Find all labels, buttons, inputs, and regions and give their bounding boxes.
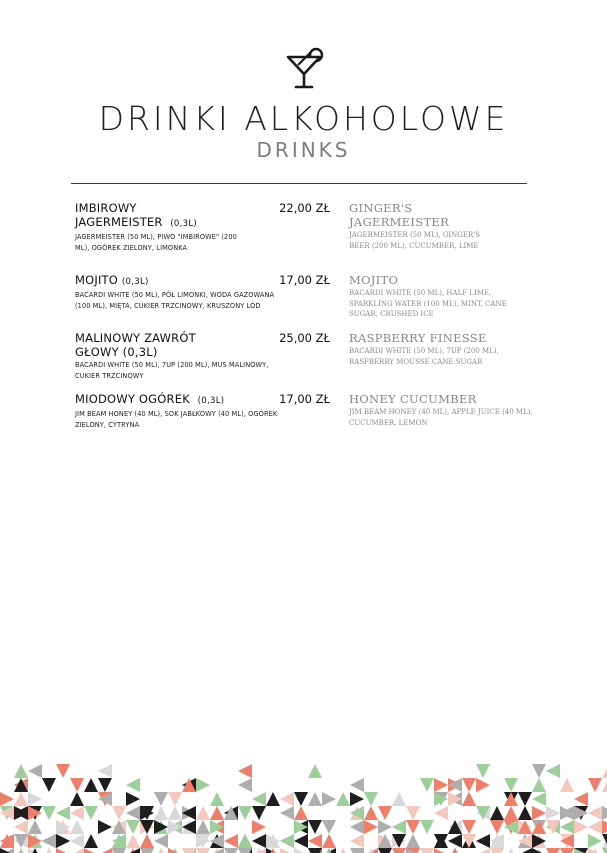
- pattern-triangle: [392, 848, 406, 853]
- drink-description: JIM BEAM HONEY (40 ML), SOK JABŁKOWY (40 ML), OGÓREK ZIELONY, CYTRYNA: [75, 410, 278, 429]
- pattern-triangle: [84, 806, 98, 820]
- pattern-triangle: [154, 792, 168, 806]
- pattern-triangle: [140, 834, 154, 848]
- pattern-triangle: [406, 820, 420, 834]
- cocktail-glass-icon: [284, 46, 326, 90]
- triangle-pattern-decoration: [0, 764, 607, 853]
- drink-name: [75, 392, 265, 408]
- pattern-triangle: [574, 820, 588, 834]
- drink-name-english: GINGER'S JAGERMEISTER: [349, 201, 450, 229]
- pattern-triangle: [112, 806, 126, 820]
- pattern-triangle: [448, 834, 462, 848]
- pattern-triangle: [238, 834, 252, 848]
- drink-description: BACARDI WHITE (50 ML), 7UP (200 ML), MUS MALINOWY, CUKIER TRZCINOWY: [75, 361, 269, 380]
- drink-description-english: BACARDI WHITE (50 ML), HALF LIME, SPARKLING WATER (100 ML), MINT, CANE SUGAR, CRUSHED ICE: [349, 289, 507, 319]
- drink-name: [75, 273, 265, 289]
- pattern-triangle: [378, 806, 392, 820]
- pattern-triangle: [476, 764, 490, 778]
- drink-description: BACARDI WHITE (50 ML), PÓŁ LIMONKI, WODA GAZOWANA (100 ML), MIĘTA, CUKIER TRZCINOWY, KRUSZONY LÓD: [75, 291, 275, 310]
- pattern-triangle: [42, 834, 56, 848]
- pattern-triangle: [126, 820, 140, 834]
- pattern-triangle: [364, 792, 378, 806]
- pattern-triangle: [308, 834, 322, 848]
- menu-item: [75, 273, 330, 311]
- pattern-triangle: [448, 848, 462, 853]
- pattern-triangle: [308, 792, 322, 806]
- drink-price: 17,00 ZŁ: [279, 273, 330, 287]
- drink-volume: (0,3L): [197, 396, 225, 406]
- pattern-triangle: [280, 834, 294, 848]
- pattern-triangle: [504, 778, 518, 792]
- pattern-triangle: [196, 820, 210, 834]
- pattern-triangle: [252, 820, 266, 834]
- pattern-triangle: [98, 764, 112, 778]
- pattern-triangle: [126, 778, 140, 792]
- pattern-triangle: [434, 848, 448, 853]
- drink-name-line: MALINOWY ZAWRÓT: [75, 331, 196, 345]
- pattern-triangle: [532, 764, 546, 778]
- pattern-triangle: [308, 764, 322, 778]
- pattern-triangle: [224, 848, 238, 853]
- pattern-triangle: [224, 834, 238, 848]
- pattern-triangle: [70, 792, 84, 806]
- menu-item-english: [349, 201, 539, 251]
- pattern-triangle: [42, 848, 56, 853]
- drink-name-english: MOJITO: [349, 273, 399, 287]
- pattern-triangle: [28, 764, 42, 778]
- pattern-triangle: [602, 806, 607, 820]
- pattern-triangle: [588, 834, 602, 848]
- pattern-triangle: [336, 848, 350, 853]
- pattern-triangle: [280, 806, 294, 820]
- pattern-triangle: [196, 848, 210, 853]
- pattern-triangle: [378, 820, 392, 834]
- pattern-triangle: [434, 806, 448, 820]
- pattern-triangle: [546, 806, 560, 820]
- pattern-triangle: [98, 820, 112, 834]
- drink-name-line: IMBIROWY: [75, 201, 137, 215]
- pattern-triangle: [210, 806, 224, 820]
- drink-price: 17,00 ZŁ: [279, 392, 330, 406]
- pattern-triangle: [350, 820, 364, 834]
- pattern-triangle: [252, 806, 266, 820]
- pattern-triangle: [70, 806, 84, 820]
- pattern-triangle: [322, 834, 336, 848]
- page-title: DRINKI ALKOHOLOWE: [98, 99, 509, 138]
- pattern-triangle: [434, 778, 448, 792]
- drink-description: JAGERMEISTER (50 ML), PIWO "IMBIROWE" (200 ML), OGÓREK ZIELONY, LIMONKA: [75, 233, 237, 252]
- pattern-triangle: [140, 848, 154, 853]
- pattern-triangle: [364, 820, 378, 834]
- pattern-triangle: [154, 806, 168, 820]
- pattern-triangle: [70, 848, 84, 853]
- pattern-triangle: [98, 778, 112, 792]
- pattern-triangle: [476, 848, 490, 853]
- pattern-triangle: [308, 820, 322, 834]
- pattern-triangle: [532, 792, 546, 806]
- pattern-triangle: [14, 764, 28, 778]
- drink-name-english: HONEY CUCUMBER: [349, 392, 477, 406]
- pattern-triangle: [98, 848, 112, 853]
- pattern-triangle: [322, 792, 336, 806]
- pattern-triangle: [336, 792, 350, 806]
- pattern-triangle: [602, 820, 607, 834]
- drink-name-line: MIODOWY OGÓREK: [75, 392, 190, 406]
- pattern-triangle: [84, 834, 98, 848]
- pattern-triangle: [14, 848, 28, 853]
- pattern-triangle: [588, 778, 602, 792]
- pattern-triangle: [350, 792, 364, 806]
- drink-price: 25,00 ZŁ: [279, 331, 330, 345]
- pattern-triangle: [602, 848, 607, 853]
- divider: [71, 183, 527, 184]
- pattern-triangle: [518, 792, 532, 806]
- pattern-triangle: [168, 806, 182, 820]
- pattern-triangle: [252, 834, 266, 848]
- page-subtitle: DRINKS: [256, 138, 351, 162]
- drink-description-english: JAGERMEISTER (50 ML), GINGER'S BEER (200 ML), CUCUMBER, LIME: [349, 231, 480, 250]
- menu-item-english: [349, 331, 539, 367]
- pattern-triangle: [28, 792, 42, 806]
- pattern-triangle: [28, 820, 42, 834]
- pattern-triangle: [462, 792, 476, 806]
- pattern-triangle: [154, 848, 168, 853]
- pattern-triangle: [406, 806, 420, 820]
- pattern-triangle: [126, 834, 140, 848]
- drink-price: 22,00 ZŁ: [279, 201, 330, 215]
- pattern-triangle: [126, 792, 140, 806]
- pattern-triangle: [588, 820, 602, 834]
- pattern-triangle: [462, 778, 476, 792]
- pattern-triangle: [14, 820, 28, 834]
- pattern-triangle: [602, 764, 607, 778]
- pattern-triangle: [490, 820, 504, 834]
- pattern-triangle: [532, 806, 546, 820]
- pattern-triangle: [238, 806, 252, 820]
- drink-volume: (0,3L): [170, 219, 197, 229]
- pattern-triangle: [350, 778, 364, 792]
- drink-description-english: JIM BEAM HONEY (40 ML), APPLE JUICE (40 ML), CUCUMBER, LEMON: [349, 408, 533, 427]
- drink-description-english: BACARDI WHITE (50 ML), 7UP (200 ML), RASPBERRY MOUSSE CANE SUGAR: [349, 347, 499, 366]
- pattern-triangle: [84, 848, 98, 853]
- pattern-triangle: [490, 806, 504, 820]
- pattern-triangle: [546, 764, 560, 778]
- drink-name: [75, 331, 225, 359]
- pattern-triangle: [602, 778, 607, 792]
- pattern-triangle: [280, 848, 294, 853]
- menu-item: [75, 201, 330, 253]
- pattern-triangle: [350, 834, 364, 848]
- pattern-triangle: [294, 792, 308, 806]
- pattern-triangle: [518, 806, 532, 820]
- drink-name: [75, 201, 265, 231]
- pattern-triangle: [294, 834, 308, 848]
- pattern-triangle: [392, 792, 406, 806]
- pattern-triangle: [364, 806, 378, 820]
- pattern-triangle: [42, 778, 56, 792]
- pattern-triangle: [322, 820, 336, 834]
- pattern-triangle: [126, 806, 140, 820]
- pattern-triangle: [588, 806, 602, 820]
- drink-name-line: JAGERMEISTER: [75, 215, 163, 229]
- pattern-triangle: [294, 848, 308, 853]
- menu-item-english: [349, 392, 539, 428]
- pattern-triangle: [420, 820, 434, 834]
- pattern-triangle: [560, 848, 574, 853]
- pattern-triangle: [56, 806, 70, 820]
- pattern-triangle: [154, 834, 168, 848]
- pattern-triangle: [532, 778, 546, 792]
- pattern-triangle: [42, 806, 56, 820]
- pattern-triangle: [56, 848, 70, 853]
- pattern-triangle: [56, 764, 70, 778]
- pattern-triangle: [196, 806, 210, 820]
- pattern-triangle: [238, 764, 252, 778]
- menu-item: [75, 392, 330, 430]
- menu-item-english: [349, 273, 539, 320]
- pattern-triangle: [560, 778, 574, 792]
- pattern-triangle: [294, 806, 308, 820]
- pattern-triangle: [462, 820, 476, 834]
- pattern-triangle: [574, 792, 588, 806]
- pattern-triangle: [504, 806, 518, 820]
- pattern-triangle: [70, 778, 84, 792]
- pattern-triangle: [266, 792, 280, 806]
- pattern-triangle: [546, 848, 560, 853]
- drink-name-line: MOJITO: [75, 273, 119, 287]
- pattern-triangle: [168, 792, 182, 806]
- pattern-triangle: [560, 820, 574, 834]
- pattern-triangle: [518, 848, 532, 853]
- pattern-triangle: [0, 792, 14, 806]
- pattern-triangle: [252, 792, 266, 806]
- pattern-triangle: [196, 778, 210, 792]
- pattern-triangle: [280, 792, 294, 806]
- drink-name-line: GŁOWY (0,3L): [75, 345, 158, 359]
- pattern-triangle: [420, 778, 434, 792]
- pattern-triangle: [406, 834, 420, 848]
- pattern-triangle: [504, 848, 518, 853]
- pattern-triangle: [70, 820, 84, 834]
- drink-volume: (0,3L): [121, 277, 149, 287]
- pattern-triangle: [392, 820, 406, 834]
- pattern-triangle: [70, 834, 84, 848]
- pattern-triangle: [14, 792, 28, 806]
- menu-item: [75, 331, 330, 381]
- pattern-triangle: [84, 778, 98, 792]
- pattern-triangle: [476, 834, 490, 848]
- drink-name-english: RASPBERRY FINESSE: [349, 331, 487, 345]
- pattern-triangle: [56, 834, 70, 848]
- pattern-triangle: [210, 792, 224, 806]
- pattern-triangle: [238, 778, 252, 792]
- pattern-triangle: [476, 778, 490, 792]
